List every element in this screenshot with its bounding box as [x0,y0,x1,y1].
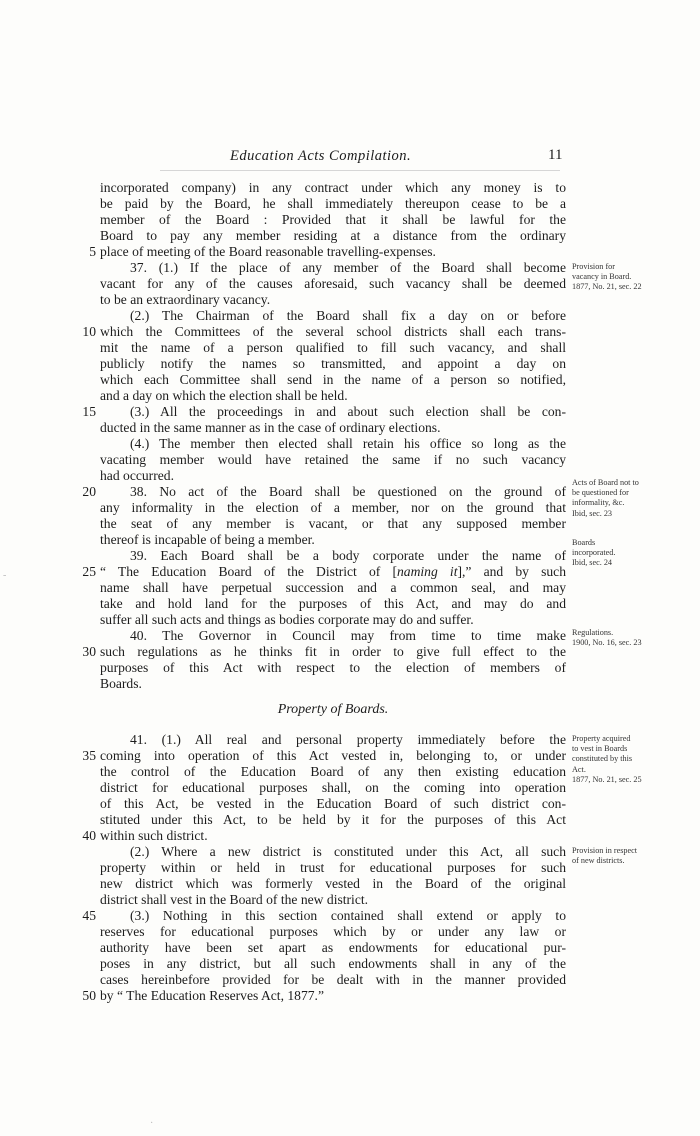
text-line: member of the Board : Provided that it shall be lawful for the [100,212,566,227]
text-line: by “ The Education Reserves Act, 1877.” [100,988,324,1003]
text-line: to be an extraordinary vacancy. [100,292,271,307]
section-40-start: 40. The Governor in Council may from time to time make [130,628,566,643]
note-line: 1877, No. 21, sec. 25 [572,774,642,784]
running-title: Education Acts Compilation. [230,148,412,164]
text-line [100,564,566,581]
text-line: property within or held in trust for educational purposes for such [100,860,566,875]
line-number: 40 [82,828,96,843]
line-number: 30 [82,644,96,659]
text-line: the control of the Education Board of any then existing education [100,764,566,779]
text-line: ducted in the same manner as in the case of ordinary elections. [100,420,441,435]
text-line: (2.) Where a new district is constituted under this Act, all such [130,844,566,859]
text-fragment: ],” and by such [457,564,567,579]
line-number: 5 [89,244,96,259]
header-rule [160,170,560,171]
text-line: (3.) Nothing in this section contained shall extend or apply to [130,908,566,923]
text-line: vacant for any of the causes aforesaid, such vacancy shall be deemed [100,276,566,291]
text-line: mit the name of a person qualified to fill such vacancy, and shall [100,340,566,355]
text-line: within such district. [100,828,208,843]
note-line: vacancy in Board. [572,272,632,282]
line-number: 15 [82,404,96,419]
note-line: 1877, No. 21, sec. 22 [572,282,642,292]
section-41-start: 41. (1.) All real and personal property immediately before the [130,732,566,747]
text-line: cases hereinbefore provided for be dealt with in the manner provided [100,972,566,987]
note-line: Ibid, sec. 24 [572,558,613,568]
note-line: to vest in Boards [572,744,628,754]
text-line: such regulations as he thinks fit in order to give full effect to the [100,644,566,659]
note-line: Provision in respect [572,846,638,855]
text-line: take and hold land for the purposes of this Act, and may do and [100,596,566,611]
text-fragment: “ The Education Board of the District of [ [100,564,397,579]
text-line: (3.) All the proceedings in and about such election shall be con- [130,404,566,419]
italic-fragment: naming it [396,564,458,579]
text-line: be paid by the Board, he shall immediately thereupon cease to be a [100,196,566,211]
note-line: incorporated. [572,548,616,558]
text-line: suffer all such acts and things as bodies corporate may do and suffer. [100,612,474,627]
text-line: district for educational purposes shall, on the coming into operation [100,780,566,795]
note-line: constituted by this [572,754,633,764]
text-line: of this Act, be vested in the Education Board of such district con- [100,796,566,811]
note-line: Acts of Board not to [572,478,639,487]
text-line: incorporated company) in any contract under which any money is to [100,180,566,195]
note-line: informality, &c. [572,498,625,508]
margin-note-41-2 [572,846,700,866]
margin-note-40 [572,628,700,648]
note-line: Property acquired [572,734,631,743]
text-line: purposes of this Act with respect to the election of members of [100,660,566,675]
note-line: Boards [572,538,596,547]
page-number: 11 [548,147,563,163]
section-37-start: 37. (1.) If the place of any member of the Board shall become [130,260,566,275]
note-line: Regulations. [572,628,614,637]
note-line: of new districts. [572,856,625,866]
line-number: 20 [82,484,96,499]
section-39-start: 39. Each Board shall be a body corporate under the name of [130,548,566,563]
line-number: 25 [82,564,96,579]
text-line: which the Committees of the several school districts shall each trans- [100,324,566,339]
text-line: Boards. [100,676,142,691]
margin-note-39 [572,538,700,569]
text-line: publicly notify the names so transmitted, and appoint a day on [100,356,566,371]
text-line: authority have been set apart as endowments for educational pur- [100,940,566,955]
margin-note-38 [572,478,700,519]
text-line: (2.) The Chairman of the Board shall fix a day on or before [130,308,566,323]
section-heading: Property of Boards. [277,702,389,717]
note-line: Ibid, sec. 23 [572,508,613,518]
text-line: Board to pay any member residing at a distance from the ordinary [100,228,566,243]
line-number: 10 [82,324,96,339]
line-number: 50 [82,988,96,1003]
text-line: (4.) The member then elected shall retain his office so long as the [130,436,566,451]
text-line: new district which was formerly vested in the Board of the original [100,876,566,891]
line-number: 35 [82,748,96,763]
text-line: had occurred. [100,468,174,483]
note-line: Provision for [572,262,615,271]
text-line: poses in any district, but all such endowments shall in any of the [100,956,566,971]
note-line: 1900, No. 16, sec. 23 [572,638,642,648]
note-line: Act. [572,764,586,774]
scan-speck: - [3,570,7,581]
text-line: vacating member would have retained the same if no such vacancy [100,452,566,467]
text-line: place of meeting of the Board reasonable travelling-expenses. [100,244,436,259]
text-line: which each Committee shall send in the name of a person so notified, [100,372,566,387]
text-line: the seat of any member is vacant, or that any supposed member [100,516,566,531]
text-line: name shall have perpetual succession and a common seal, and may [100,580,566,595]
margin-note-37 [572,262,700,293]
margin-note-41 [572,734,700,785]
scan-speck: · [150,1118,154,1129]
text-line: thereof is incapable of being a member. [100,532,315,547]
text-line: coming into operation of this Act vested in, belonging to, or under [100,748,566,763]
text-line: stituted under this Act, to be held by it for the purposes of this Act [100,812,566,827]
text-line: district shall vest in the Board of the new district. [100,892,369,907]
note-line: be questioned for [572,488,629,498]
text-line: and a day on which the election shall be held. [100,388,348,403]
text-line: reserves for educational purposes which by or under any law or [100,924,566,939]
line-number: 45 [82,908,96,923]
text-line: any informality in the election of a member, nor on the ground that [100,500,566,515]
section-38-start: 38. No act of the Board shall be questioned on the ground of [130,484,566,499]
